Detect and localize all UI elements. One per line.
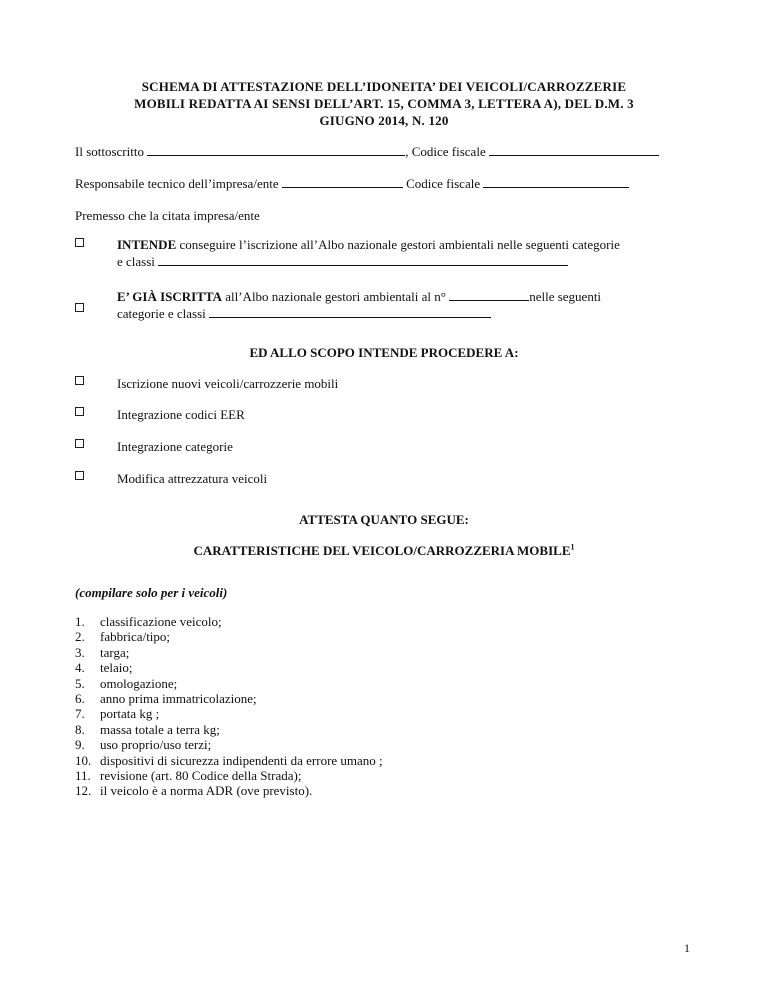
action-checkbox-2[interactable] <box>75 407 84 416</box>
list-item: 10. dispositivi di sicurezza indipendenti da errore umano ; <box>75 752 383 768</box>
action-label-4: Modifica attrezzatura veicoli <box>117 471 268 486</box>
title-line-1: SCHEMA DI ATTESTAZIONE DELL’IDONEITA’ DEI VEICOLI/CARROZZERIE <box>141 79 627 94</box>
codice-fiscale-blank-1[interactable] <box>489 143 659 156</box>
caratteristiche-text: CARATTERISTICHE DEL VEICOLO/CARROZZERIA MOBILE <box>193 543 571 558</box>
iscritta-line-1a: all’Albo nazionale gestori ambientali al n° <box>221 289 446 304</box>
heading-scopo: ED ALLO SCOPO INTENDE PROCEDERE A: <box>249 345 519 360</box>
iscritta-categorie-blank[interactable] <box>209 305 491 318</box>
list-item: 8. massa totale a terra kg; <box>75 721 220 737</box>
list-item: 2. fabbrica/tipo; <box>75 629 171 645</box>
title-line-2: MOBILI REDATTA AI SENSI DELL’ART. 15, COMMA 3, LETTERA A), DEL D.M. 3 <box>134 96 634 111</box>
codice-fiscale-blank-2[interactable] <box>483 175 629 188</box>
action-label-1: Iscrizione nuovi veicoli/carrozzerie mobili <box>117 376 339 391</box>
list-item: 7. portata kg ; <box>75 706 160 722</box>
heading-caratteristiche <box>60 543 708 559</box>
iscritta-numero-blank[interactable] <box>449 288 529 301</box>
action-label-2: Integrazione codici EER <box>117 407 245 422</box>
action-label-3: Integrazione categorie <box>117 439 233 454</box>
heading-attesta: ATTESTA QUANTO SEGUE: <box>299 512 469 527</box>
page-number: 1 <box>684 941 690 955</box>
list-item: 3. targa; <box>75 644 130 660</box>
sottoscritto-blank[interactable] <box>147 143 405 156</box>
action-checkbox-1[interactable] <box>75 376 84 385</box>
action-checkbox-4[interactable] <box>75 471 84 480</box>
list-item: 12. il veicolo è a norma ADR (ove previsto). <box>75 783 313 799</box>
responsabile-row <box>75 175 629 192</box>
premesso-text: Premesso che la citata impresa/ente <box>75 208 260 223</box>
list-item: 6. anno prima immatricolazione; <box>75 691 257 707</box>
document-title <box>60 78 708 129</box>
intende-categorie-blank[interactable] <box>158 253 568 266</box>
list-item: 9. uso proprio/uso terzi; <box>75 737 212 753</box>
intende-checkbox[interactable] <box>75 238 84 247</box>
list-item: 4. telaio; <box>75 660 133 676</box>
footnote-mark: 1 <box>570 542 575 552</box>
intende-bold: INTENDE <box>117 237 177 252</box>
iscritta-line-2: categorie e classi <box>117 306 206 321</box>
codice-fiscale-label-1: , Codice fiscale <box>405 144 486 159</box>
intende-line-2: e classi <box>117 254 155 269</box>
list-item: 11. revisione (art. 80 Codice della Strada); <box>75 768 302 784</box>
intende-line-1: conseguire l’iscrizione all’Albo nazionale gestori ambientali nelle seguenti categorie <box>176 237 620 252</box>
iscritta-bold: E’ GIÀ ISCRITTA <box>117 289 222 304</box>
title-line-3: GIUGNO 2014, N. 120 <box>319 113 449 128</box>
action-checkbox-3[interactable] <box>75 439 84 448</box>
iscritta-line-1b: nelle seguenti <box>529 289 602 304</box>
list-item: 5. omologazione; <box>75 675 178 691</box>
sottoscritto-label: Il sottoscritto <box>75 144 144 159</box>
iscritta-text <box>117 288 601 322</box>
responsabile-blank[interactable] <box>282 175 403 188</box>
codice-fiscale-label-2: Codice fiscale <box>406 176 481 191</box>
responsabile-label: Responsabile tecnico dell’impresa/ente <box>75 176 279 191</box>
intende-text <box>117 236 620 270</box>
iscritta-checkbox[interactable] <box>75 303 84 312</box>
list-item: 1. classificazione veicolo; <box>75 614 222 629</box>
vehicle-list <box>75 614 383 799</box>
sottoscritto-row <box>75 143 659 160</box>
subtitle-veicoli: (compilare solo per i veicoli) <box>75 585 228 600</box>
